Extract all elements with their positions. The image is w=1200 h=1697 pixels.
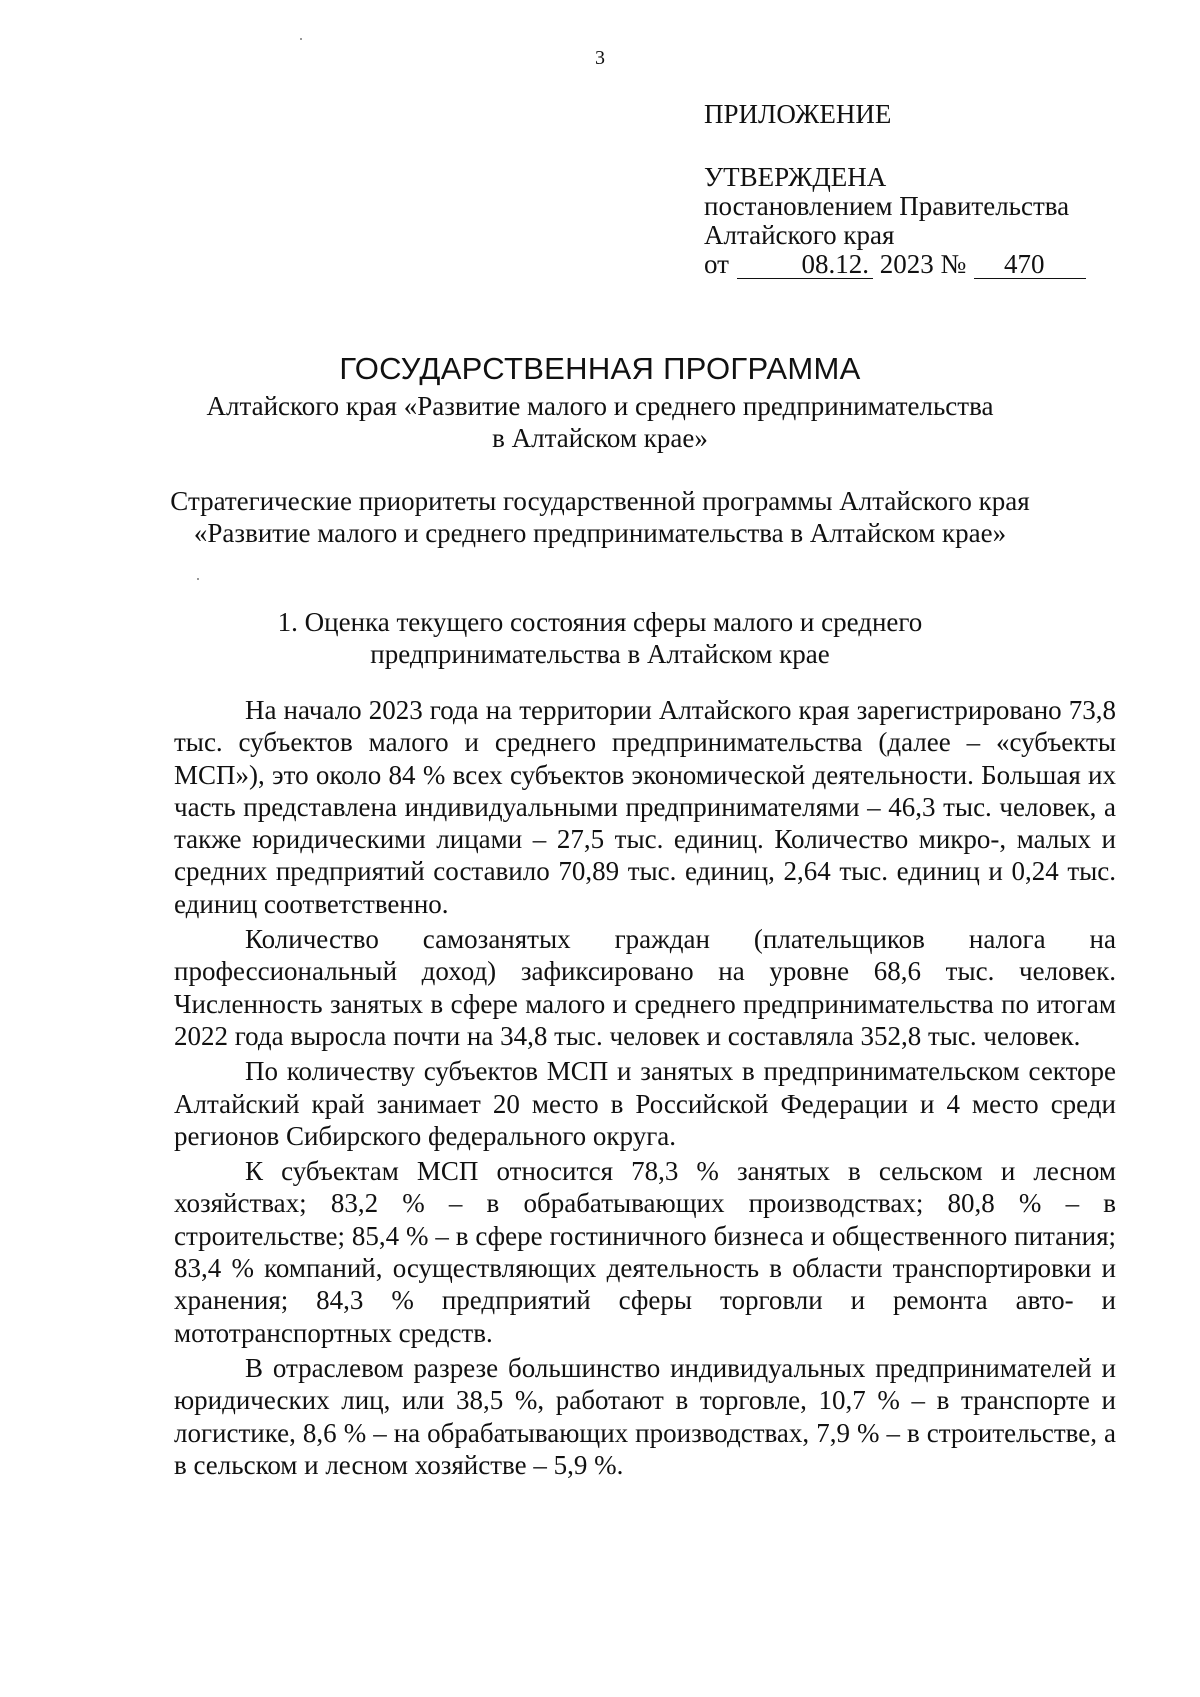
- approval-block: [704, 100, 1124, 279]
- approval-authority-line-2: Алтайского края: [704, 220, 895, 250]
- scan-speck: [197, 578, 199, 580]
- approval-authority-line-1: постановлением Правительства: [704, 191, 1070, 221]
- priorities-heading-line: «Развитие малого и среднего предпринимательства в Алтайском крае»: [193, 518, 1007, 548]
- program-subtitle-line: Алтайского края «Развитие малого и среднего предпринимательства: [206, 391, 994, 421]
- program-title: ГОСУДАРСТВЕННАЯ ПРОГРАММА: [339, 351, 861, 386]
- decree-year: 2023 №: [879, 249, 967, 279]
- paragraph: В отраслевом разрезе большинство индивидуальных предпринимателей и юридических лиц, или 38,5 %, работают в торговле, 10,7 % – в транспорте и логистике, 8,6 % – на обрабатывающих производствах, 7,9 % – в строительстве, а в сельском и лесном хозяйстве – 5,9 %.: [174, 1352, 1116, 1480]
- paragraph: К субъектам МСП относится 78,3 % занятых в сельском и лесном хозяйствах; 83,2 % – в обрабатывающих производствах; 80,8 % – в строительстве; 85,4 % – в сфере гостиничного бизнеса и общественного питания; 83,4 % компаний, осуществляющих деятельность в области транспортировки и хранения; 84,3 % предприятий сферы торговли и ремонта авто- и мототранспортных средств.: [174, 1156, 1116, 1348]
- program-subtitle: [150, 390, 1050, 454]
- date-prefix: от: [704, 249, 729, 279]
- priorities-heading-line: Стратегические приоритеты государственной программы Алтайского края: [170, 486, 1030, 516]
- page-number: 3: [595, 47, 605, 69]
- paragraph: Количество самозанятых граждан (плательщиков налога на профессиональный доход) зафиксировано на уровне 68,6 тыс. человек. Численность занятых в сфере малого и среднего предпринимательства по итогам 2022 года выросла почти на 34,8 тыс. человек и составляла 352,8 тыс. человек.: [174, 924, 1116, 1051]
- decree-number: 470: [974, 251, 1086, 279]
- paragraph: По количеству субъектов МСП и занятых в предпринимательском секторе Алтайский край занимает 20 место в Российской Федерации и 4 место среди регионов Сибирского федерального округа.: [174, 1056, 1116, 1151]
- paragraph: На начало 2023 года на территории Алтайского края зарегистрировано 73,8 тыс. субъектов малого и среднего предпринимательства (далее – «субъекты МСП»), это около 84 % всех субъектов экономической деятельности. Большая их часть представлена индивидуальными предпринимателями – 46,3 тыс. человек, а также юридическими лицами – 27,5 тыс. единиц. Количество микро-, малых и средних предприятий составило 70,89 тыс. единиц, 2,64 тыс. единиц и 0,24 тыс. единиц соответственно.: [174, 695, 1116, 919]
- section-heading-line: предпринимательства в Алтайском крае: [370, 639, 830, 669]
- body-text: [174, 694, 1116, 1484]
- approved-label: УТВЕРЖДЕНА: [704, 162, 887, 192]
- priorities-heading: [150, 485, 1050, 549]
- section-heading-line: 1. Оценка текущего состояния сферы малого и среднего: [277, 607, 923, 637]
- annex-title: ПРИЛОЖЕНИЕ: [704, 99, 892, 129]
- section-heading: [150, 606, 1050, 670]
- decree-date-line: [704, 250, 1124, 279]
- scan-speck: [300, 38, 302, 40]
- program-subtitle-line: в Алтайском крае»: [492, 423, 708, 453]
- decree-date: 08.12.: [737, 251, 873, 279]
